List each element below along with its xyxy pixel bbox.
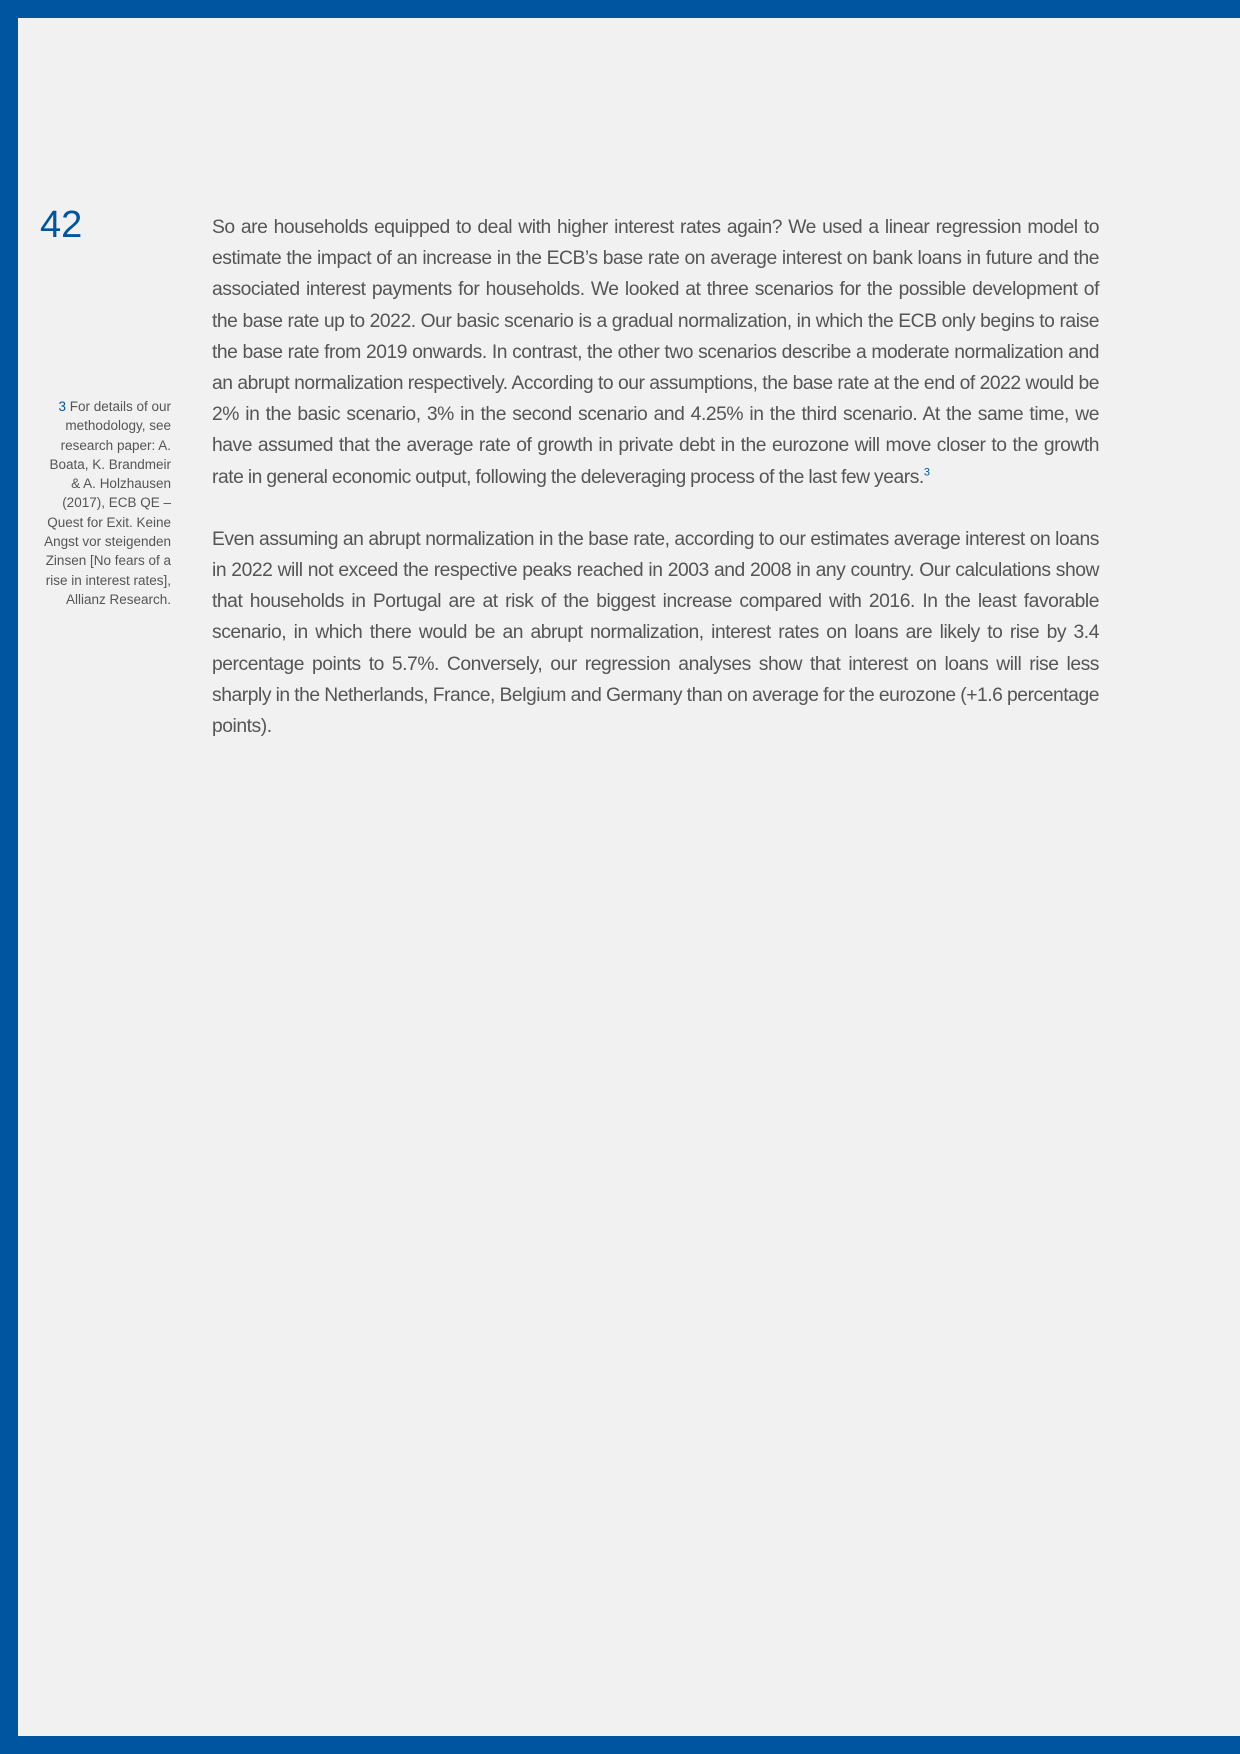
document-page [18,18,1240,1736]
footnote-reference[interactable]: 3 [923,466,930,479]
page-number: 42 [40,204,83,246]
paragraph-1-text: So are households equipped to deal with higher interest rates again? We used a linear regression model to estimate the impact of an increase in the ECB’s base rate on average interest on bank loans in future and the associated interest payments for households. We looked at three scenarios for the possible development of the base rate up to 2022. Our basic scenario is a gradual normalization, in which the ECB only begins to raise the base rate from 2019 onwards. In contrast, the other two scenarios describe a moderate normalization and an abrupt normalization respectively. According to our assumptions, the base rate at the end of 2022 would be 2% in the basic scenario, 3% in the second scenario and 4.25% in the third scenario. At the same time, we have assumed that the average rate of growth in private debt in the eurozone will move closer to the growth rate in general economic output, following the deleveraging process of the last few years. [212,217,1099,488]
paragraph-1 [212,212,1099,493]
footnote-number: 3 [58,399,66,414]
footnote-text: For details of our methodology, see research paper: A. Boata, K. Brandmeir & A. Holzhausen (2017), ECB QE – Quest for Exit. Keine Angst vor steigenden Zinsen [No fears of a rise in interest rates], Allianz Research. [44,399,171,607]
body-text [212,212,1099,742]
paragraph-2: Even assuming an abrupt normalization in the base rate, according to our estimates average interest on loans in 2022 will not exceed the respective peaks reached in 2003 and 2008 in any country. Our calculations show that households in Portugal are at risk of the biggest increase compared with 2016. In the least favorable scenario, in which there would be an abrupt normalization, interest rates on loans are likely to rise by 3.4 percentage points to 5.7%. Conversely, our regression analyses show that interest on loans will rise less sharply in the Netherlands, France, Belgium and Germany than on average for the eurozone (+1.6 percentage points). [212,528,1099,738]
footnote-sidenote [38,397,171,609]
